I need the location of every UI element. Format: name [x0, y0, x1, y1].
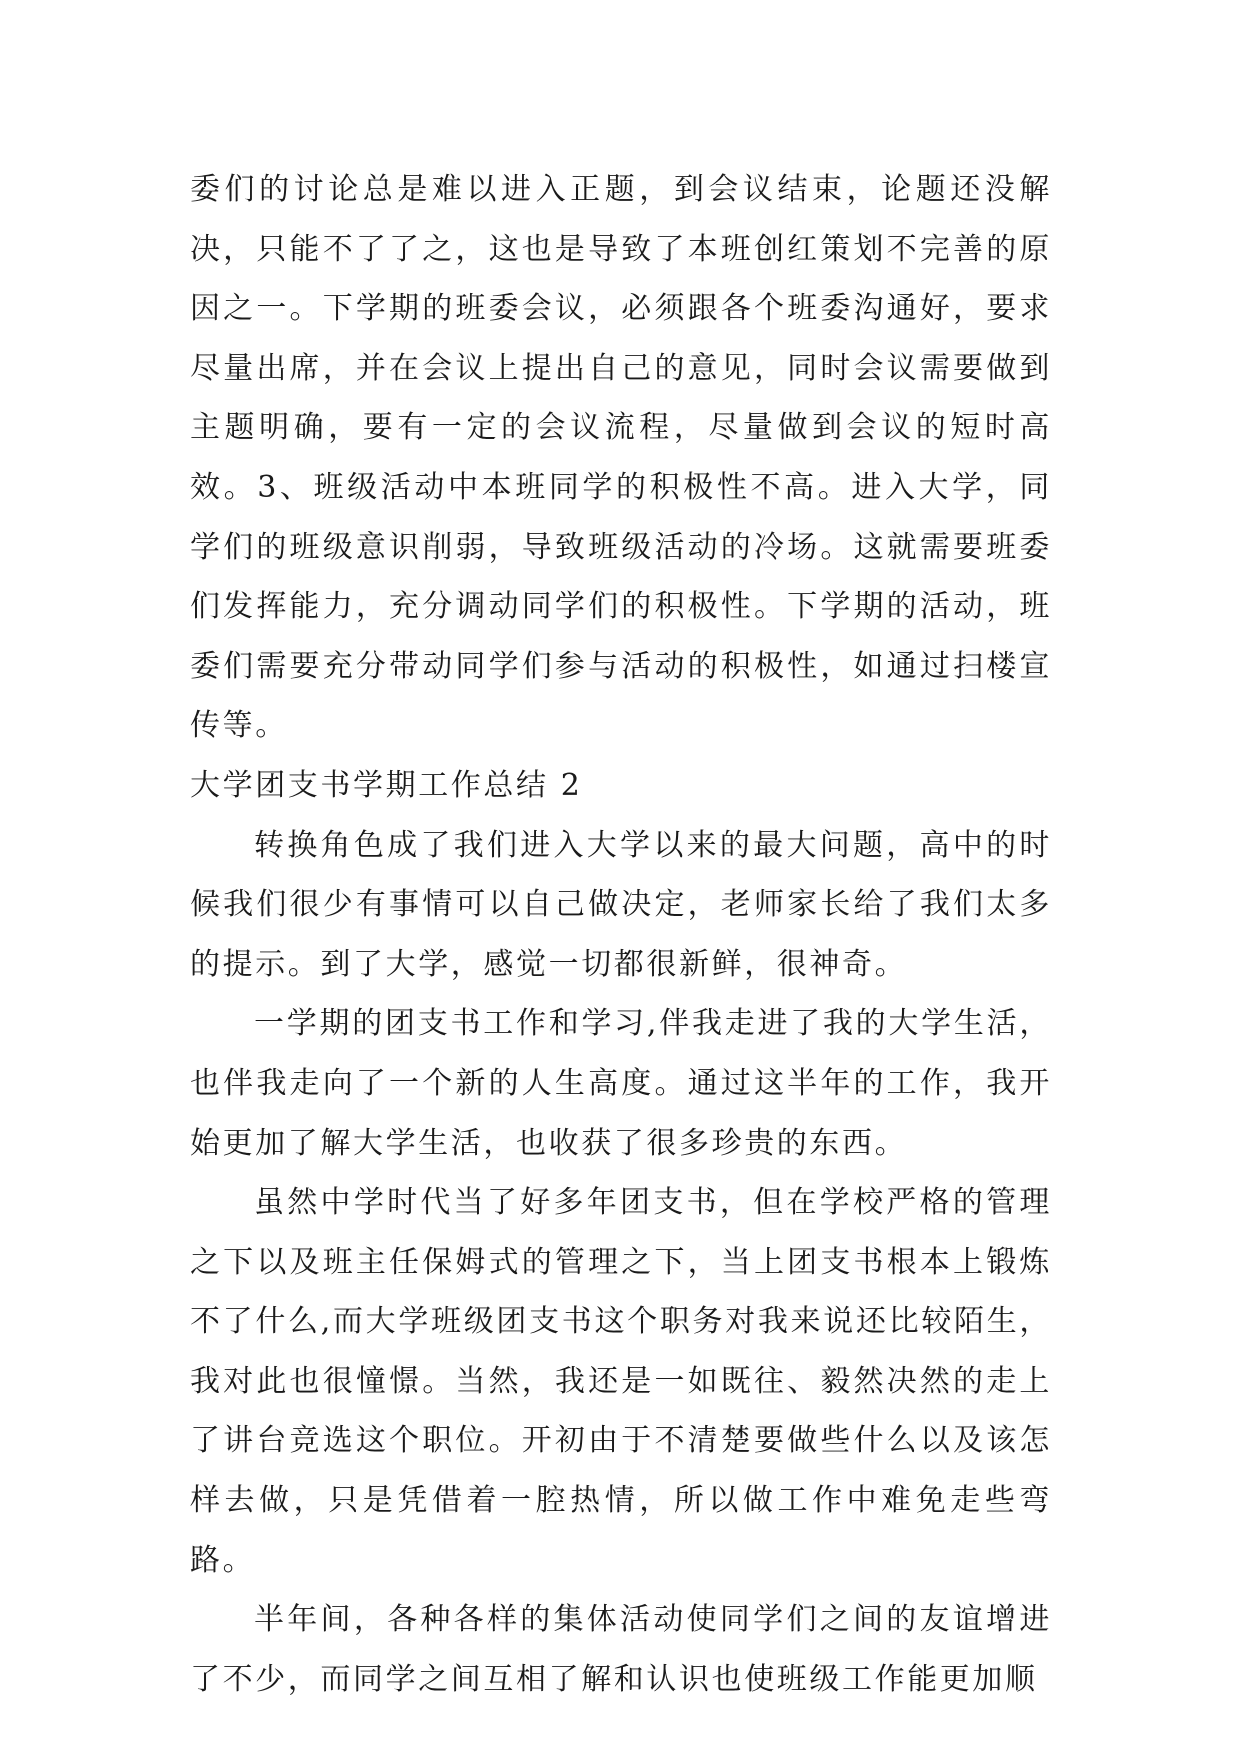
body-paragraph-3: 虽然中学时代当了好多年团支书，但在学校严格的管理之下以及班主任保姆式的管理之下，当上团支书根本上锻炼不了什么,而大学班级团支书这个职务对我来说还比较陌生，我对此也很憧憬。当然，我还是一如既往、毅然决然的走上了讲台竞选这个职位。开初由于不清楚要做些什么以及该怎样去做，只是凭借着一腔热情，所以做工作中难免走些弯路。 [190, 1185, 1052, 1578]
intro-paragraph: 委们的讨论总是难以进入正题，到会议结束，论题还没解决，只能不了了之，这也是导致了本班创红策划不完善的原因之一。下学期的班委会议，必须跟各个班委沟通好，要求尽量出席，并在会议上提出自己的意见，同时会议需要做到主题明确，要有一定的会议流程，尽量做到会议的短时高效。3、班级活动中本班同学的积极性不高。进入大学，同学们的班级意识削弱，导致班级活动的冷场。这就需要班委们发挥能力，充分调动同学们的积极性。下学期的活动，班委们需要充分带动同学们参与活动的积极性，如通过扫楼宣传等。 [190, 172, 1052, 744]
body-paragraph-1: 转换角色成了我们进入大学以来的最大问题，高中的时候我们很少有事情可以自己做决定，老师家长给了我们太多的提示。到了大学，感觉一切都很新鲜，很神奇。 [190, 827, 1052, 982]
body-paragraph-2: 一学期的团支书工作和学习,伴我走进了我的大学生活，也伴我走向了一个新的人生高度。通过这半年的工作，我开始更加了解大学生活，也收获了很多珍贵的东西。 [190, 1006, 1052, 1161]
section-title: 大学团支书学期工作总结 2 [190, 767, 583, 803]
body-paragraph-4: 半年间，各种各样的集体活动使同学们之间的友谊增进了不少，而同学之间互相了解和认识也使班级工作能更加顺 [190, 1602, 1052, 1697]
document-body [190, 160, 1052, 1709]
